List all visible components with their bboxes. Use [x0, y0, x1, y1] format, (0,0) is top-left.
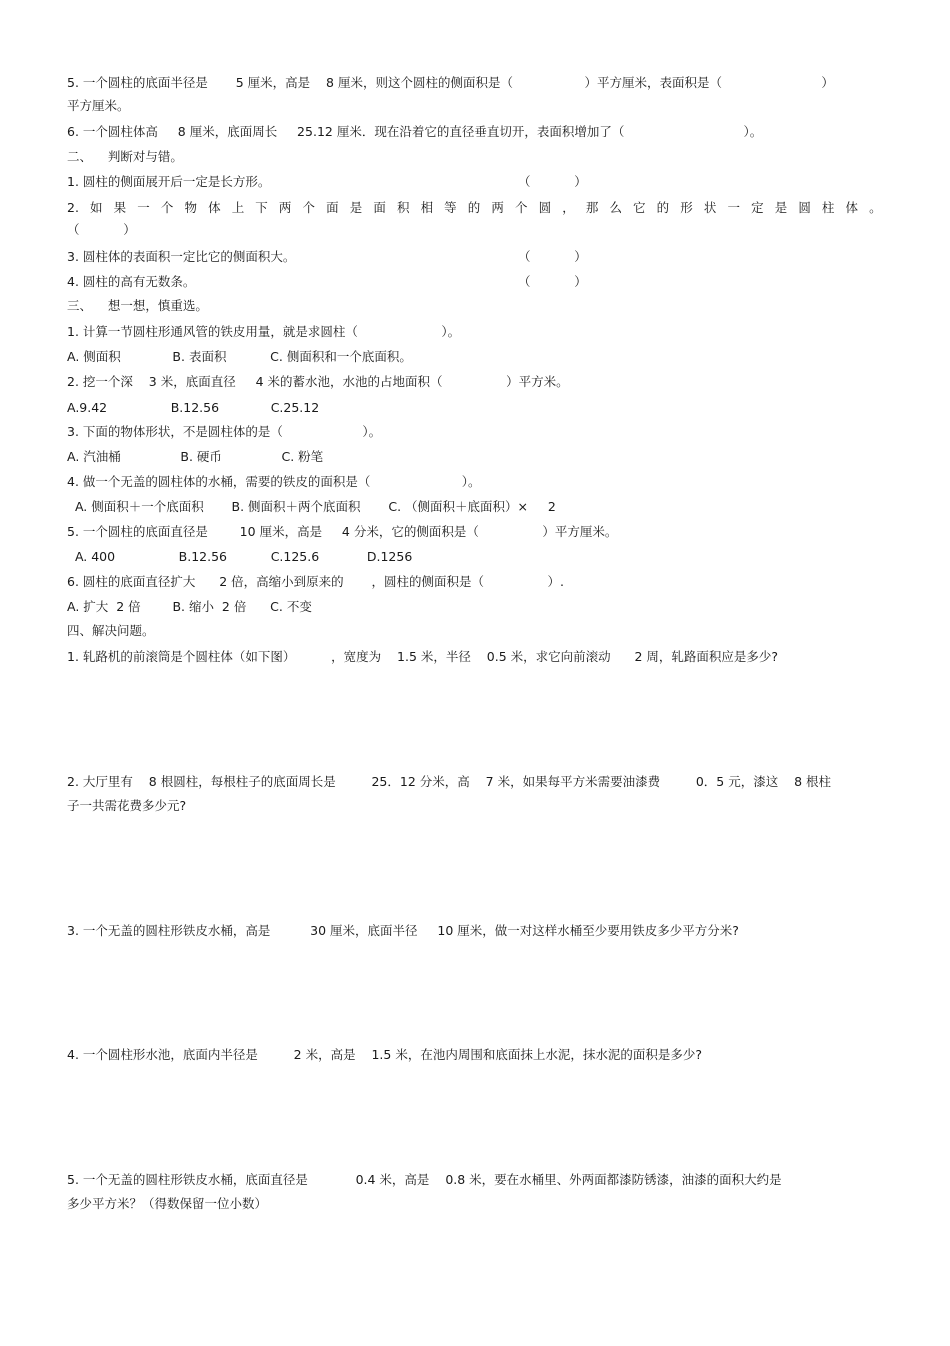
q2-char: 果 — [113, 200, 127, 215]
problem-1: 1. 轧路机的前滚筒是个圆柱体（如下图） ，宽度为 1.5 米，半径 0.5 米，求它向前滚动 2 周，轧路面积应是多少? — [67, 649, 779, 664]
q2-char: 相 — [420, 200, 434, 215]
q2-char: 么 — [609, 200, 622, 215]
q2-char: 面 — [373, 200, 386, 215]
choice-q4: 4. 做一个无盖的圆柱体的水桶，需要的铁皮的面积是（ ）。 — [67, 474, 481, 489]
q2-char: 是 — [349, 200, 363, 215]
choice-q1: 1. 计算一节圆柱形通风管的铁皮用量，就是求圆柱（ ）。 — [67, 324, 461, 339]
q2-char: 柱 — [821, 200, 835, 215]
fill-blank-q5-line1: 5. 一个圆柱的底面半径是 5 厘米，高是 8 厘米，则这个圆柱的侧面积是（ ）平方厘米，表面积是（ ） — [67, 75, 834, 90]
q2-char: 是 — [774, 200, 788, 215]
judge-q1-paren: （ ） — [518, 174, 587, 189]
problem-2-line2: 子一共需花费多少元? — [67, 798, 187, 813]
q2-char: 个 — [302, 200, 316, 215]
choice-q4-options: A. 侧面积＋一个底面积 B. 侧面积＋两个底面积 C. （侧面积＋底面积）× 2 — [67, 499, 556, 514]
judge-q2-paren: （ ） — [67, 222, 136, 237]
judge-q2-line — [67, 200, 882, 216]
choice-q3-options: A. 汽油桶 B. 硬币 C. 粉笔 — [67, 449, 324, 464]
problem-5-line1: 5. 一个无盖的圆柱形铁皮水桶，底面直径是 0.4 米，高是 0.8 米，要在水桶里、外两面都漆防锈漆，油漆的面积大约是 — [67, 1172, 782, 1187]
choice-q2-options: A.9.42 B.12.56 C.25.12 — [67, 400, 320, 415]
fill-blank-q5-line2: 平方厘米。 — [67, 98, 130, 113]
section4-heading: 四、解决问题。 — [67, 623, 155, 638]
judge-q3: 3. 圆柱体的表面积一定比它的侧面积大。 — [67, 249, 296, 264]
choice-q6: 6. 圆柱的底面直径扩大 2 倍，高缩小到原来的 ，圆柱的侧面积是（ ）. — [67, 574, 565, 589]
q2-char: 状 — [703, 200, 717, 215]
q2-char: 面 — [326, 200, 339, 215]
q2-char: 它 — [633, 200, 646, 215]
section2-heading: 二、 判断对与错。 — [67, 149, 183, 164]
choice-q5: 5. 一个圆柱的底面直径是 10 厘米，高是 4 分米，它的侧面积是（ ）平方厘米。 — [67, 524, 618, 539]
q2-char: 如 — [90, 200, 103, 215]
q2-char: 的 — [467, 200, 481, 215]
q2-char: 个 — [515, 200, 528, 215]
q2-char: 圆 — [538, 200, 552, 215]
judge-q1: 1. 圆柱的侧面展开后一定是长方形。 — [67, 174, 271, 189]
fill-blank-q6: 6. 一个圆柱体高 8 厘米，底面周长 25.12 厘米．现在沿着它的直径垂直切开，表面积增加了（ ）。 — [67, 124, 763, 139]
q2-char: 一 — [137, 200, 150, 215]
choice-q3: 3. 下面的物体形状，不是圆柱体的是（ ）。 — [67, 424, 382, 439]
q2-char: 形 — [680, 200, 693, 215]
q2-char: 体 — [845, 200, 859, 215]
choice-q1-options: A. 侧面积 B. 表面积 C. 侧面积和一个底面积。 — [67, 349, 412, 364]
judge-q3-paren: （ ） — [518, 249, 587, 264]
q2-char: ， — [562, 200, 575, 215]
q2-char: 圆 — [798, 200, 811, 215]
q2-char: 等 — [444, 200, 457, 215]
problem-5-line2: 多少平方米？（得数保留一位小数） — [67, 1196, 268, 1211]
choice-q6-options: A. 扩大 2 倍 B. 缩小 2 倍 C. 不变 — [67, 599, 312, 614]
choice-q5-options: A. 400 B.12.56 C.125.6 D.1256 — [67, 549, 413, 564]
q2-char: 定 — [751, 200, 764, 215]
q2-char: 上 — [231, 200, 245, 215]
q2-char: 两 — [278, 200, 292, 215]
q2-char: 一 — [727, 200, 740, 215]
q2-char: 个 — [160, 200, 174, 215]
problem-3: 3. 一个无盖的圆柱形铁皮水桶，高是 30 厘米，底面半径 10 厘米，做一对这样水桶至少要用铁皮多少平方分米? — [67, 923, 739, 938]
q2-char: 的 — [656, 200, 670, 215]
judge-q4-paren: （ ） — [518, 274, 587, 289]
section3-heading: 三、 想一想，慎重选。 — [67, 298, 208, 313]
problem-2-line1: 2. 大厅里有 8 根圆柱，每根柱子的底面周长是 25．12 分米，高 7 米，如果每平方米需要油漆费 0．5 元，漆这 8 根柱 — [67, 774, 832, 789]
q2-char: 。 — [869, 200, 882, 215]
problem-4: 4. 一个圆柱形水池，底面内半径是 2 米，高是 1.5 米，在池内周围和底面抹上水泥，抹水泥的面积是多少? — [67, 1047, 702, 1062]
q2-char: 体 — [208, 200, 221, 215]
q2-char: 两 — [491, 200, 504, 215]
q2-char: 2. — [67, 200, 79, 215]
q2-char: 物 — [184, 200, 197, 215]
q2-char: 下 — [255, 200, 268, 215]
q2-char: 积 — [396, 200, 410, 215]
q2-char: 那 — [585, 200, 599, 215]
judge-q4: 4. 圆柱的高有无数条。 — [67, 274, 196, 289]
choice-q2: 2. 挖一个深 3 米，底面直径 4 米的蓄水池，水池的占地面积（ ）平方米。 — [67, 374, 569, 389]
